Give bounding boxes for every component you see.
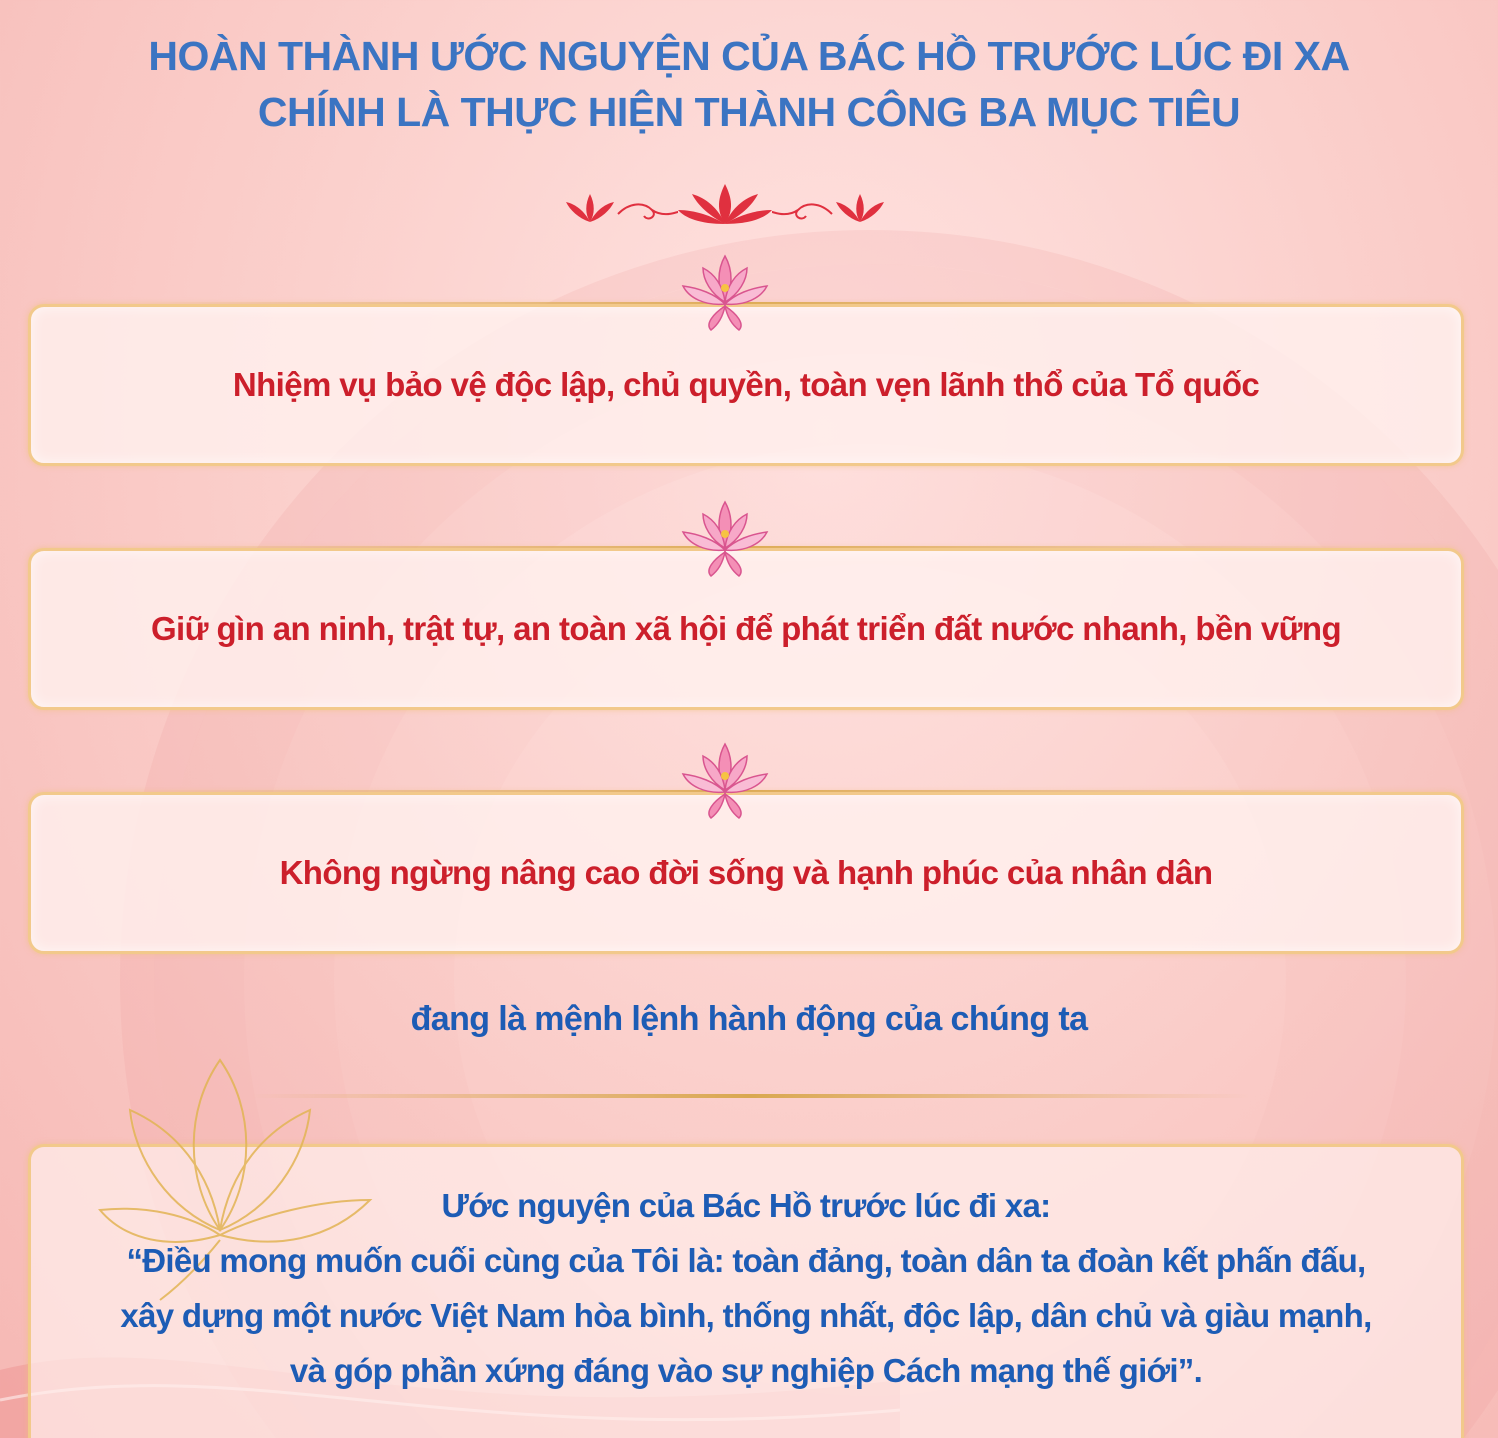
quote-line-1: “Điều mong muốn cuối cùng của Tôi là: toàn đảng, toàn dân ta đoàn kết phấn đấu, [126,1242,1366,1279]
goal-text-1: Nhiệm vụ bảo vệ độc lập, chủ quyền, toàn vẹn lãnh thổ của Tổ quốc [232,366,1260,403]
quote-line-2: xây dựng một nước Việt Nam hòa bình, thống nhất, độc lập, dân chủ và giàu mạnh, [120,1297,1372,1334]
goal-text-3: Không ngừng nâng cao đời sống và hạnh phúc của nhân dân [279,854,1213,891]
lotus-icon [675,252,775,332]
gold-divider-line [250,1094,1250,1098]
lotus-icon [675,740,775,820]
lotus-icon [675,498,775,578]
goal-text-2: Giữ gìn an ninh, trật tự, an toàn xã hội để phát triển đất nước nhanh, bền vững [150,610,1342,647]
quote-block [28,1178,1464,1398]
title-line-1: HOÀN THÀNH ƯỚC NGUYỆN CỦA BÁC HỒ TRƯỚC LÚC ĐI XA [148,33,1350,79]
quote-line-3: và góp phần xứng đáng vào sự nghiệp Cách mạng thế giới”. [289,1352,1203,1389]
page-title [0,28,1498,140]
title-line-2: CHÍNH LÀ THỰC HIỆN THÀNH CÔNG BA MỤC TIÊU [257,89,1241,135]
subtitle-text: đang là mệnh lệnh hành động của chúng ta [410,1000,1088,1038]
lotus-ornament-icon [560,176,890,232]
quote-heading: Ước nguyện của Bác Hồ trước lúc đi xa: [441,1187,1051,1224]
